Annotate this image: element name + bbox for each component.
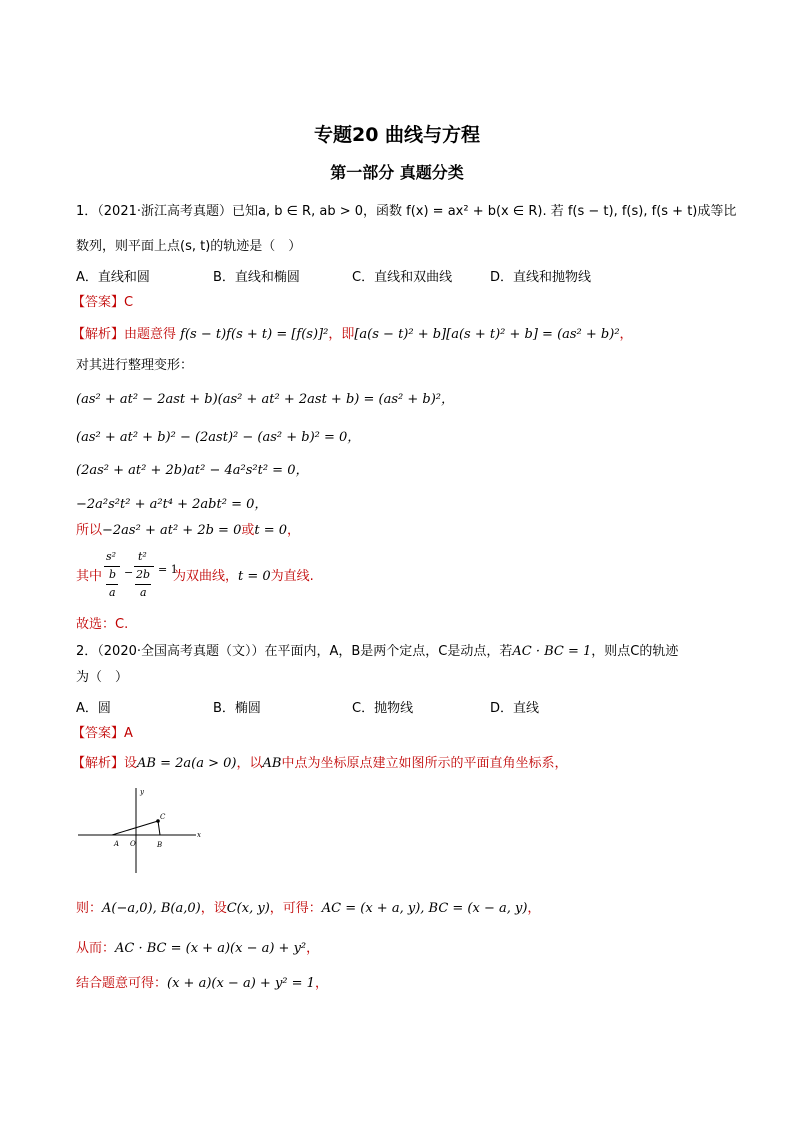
q2-hence-math: AC · BC = (x + a)(x − a) + y² xyxy=(115,941,307,956)
frac2-denominator-numerator: 2b xyxy=(136,568,151,581)
q1-option-c: C．直线和双曲线 xyxy=(352,270,453,285)
label-y: y xyxy=(140,788,144,796)
page-title: 专题20 曲线与方程 xyxy=(313,124,481,146)
q1-answer-tag: 【答案】 xyxy=(72,295,125,310)
q2-then-math1: A(−a,0), B(a,0) xyxy=(102,901,201,916)
q2-then-text: 则： xyxy=(76,901,103,916)
q2-analysis xyxy=(72,755,567,773)
q1-option-a: A．直线和圆 xyxy=(76,270,150,285)
q2-stem-text: 2．（2020·全国高考真题（文））在平面内，A，B是两个定点，C是动点，若 xyxy=(76,644,513,659)
frac1-numerator: s² xyxy=(106,550,117,563)
q1-analysis-text: 由题意得 xyxy=(124,327,177,342)
q1-step5-math2: t = 0 xyxy=(254,523,288,538)
q1-analysis-math2: [a(s − t)² + b][a(s + t)² + b] = (as² + b)² xyxy=(354,327,620,342)
q2-stem-math: AC · BC = 1 xyxy=(512,644,592,659)
q2-then-math2: C(x, y) xyxy=(226,901,270,916)
frac1-denominator-denominator: a xyxy=(109,586,116,599)
frac2-denominator-denominator: a xyxy=(140,586,147,599)
q1-option-b: B．直线和椭圆 xyxy=(213,270,300,285)
q1-analysis-mid: ，即 xyxy=(328,327,355,342)
q1-step6-suffix: 为双曲线， xyxy=(173,569,239,584)
segment-cb xyxy=(158,821,160,835)
q2-hence-text: 从而： xyxy=(76,941,116,956)
q1-stem-line1: 1．（2021·浙江高考真题）已知a, b ∈ R, ab > 0，函数 f(x) = ax² + b(x ∈ R). 若 f(s − t), f(s), f(s + t)成等比 xyxy=(76,204,737,219)
label-x: x xyxy=(197,831,201,839)
q1-step6-rest xyxy=(173,568,314,586)
minus-sign: − xyxy=(124,566,134,579)
frac2-bar xyxy=(134,566,154,567)
q1-analysis-math1: f(s − t)f(s + t) = [f(s)]² xyxy=(180,327,329,342)
q2-stem-end: ，则点C的轨迹 xyxy=(591,644,679,659)
q1-analysis-tag: 【解析】 xyxy=(72,327,125,342)
label-c: C xyxy=(160,813,166,821)
frac1-denominator-numerator: b xyxy=(109,568,117,581)
q1-analysis-end: ， xyxy=(619,327,633,342)
q2-analysis-text1: 设 xyxy=(124,756,138,771)
q1-step6-math: t = 0 xyxy=(238,569,271,584)
q2-option-d: D．直线 xyxy=(490,701,540,716)
q2-option-c: C．抛物线 xyxy=(352,701,414,716)
q2-stem-line2: 为（ ） xyxy=(76,670,129,685)
q2-combine-math: (x + a)(x − a) + y² = 1 xyxy=(167,976,315,991)
q2-analysis-math2: AB xyxy=(262,756,282,771)
q2-analysis-text3: 中点为坐标原点建立如图所示的平面直角坐标系， xyxy=(281,756,568,771)
q2-analysis-text2: ，以 xyxy=(236,756,263,771)
label-a: A xyxy=(114,840,120,848)
label-b: B xyxy=(157,841,163,849)
q2-then-mid: ，设 xyxy=(200,901,227,916)
q1-step3: (2as² + at² + 2b)at² − 4a²s²t² = 0， xyxy=(76,463,309,478)
q1-conclusion: 故选：C. xyxy=(76,617,129,632)
q1-answer xyxy=(72,294,133,312)
q1-step5-text: 所以 xyxy=(76,523,103,538)
q2-combine-end: ， xyxy=(314,976,328,991)
segment-ac xyxy=(112,821,158,835)
q2-hence xyxy=(76,940,319,958)
q2-combine xyxy=(76,975,328,993)
q2-answer-tag: 【答案】 xyxy=(72,726,125,741)
q1-step4: −2a²s²t² + a²t⁴ + 2abt² = 0， xyxy=(76,497,268,512)
q1-step6-prefix: 其中 xyxy=(76,569,103,584)
section-subtitle: 第一部分 真题分类 xyxy=(330,163,464,182)
q1-step-intro: 对其进行整理变形： xyxy=(76,358,194,373)
q1-stem-line2: 数列，则平面上点(s, t)的轨迹是（ ） xyxy=(76,239,302,254)
q1-answer-value: C xyxy=(124,295,134,310)
q1-step5-end: ， xyxy=(287,523,301,538)
equals-one: = 1 xyxy=(158,563,178,576)
q1-step5-math: −2as² + at² + 2b = 0 xyxy=(102,523,242,538)
coordinate-system-figure xyxy=(76,785,206,875)
q2-stem-line1 xyxy=(76,643,678,661)
frac1-inner-bar xyxy=(106,584,118,585)
q2-option-b: B．椭圆 xyxy=(213,701,261,716)
q2-then-mid2: ，可得： xyxy=(269,901,322,916)
q2-then-end: ， xyxy=(527,901,541,916)
q2-hence-end: ， xyxy=(306,941,320,956)
q2-then xyxy=(76,900,540,918)
q2-answer-value: A xyxy=(124,726,133,741)
q1-step6-end: 为直线. xyxy=(270,569,314,584)
frac2-numerator: t² xyxy=(138,550,147,563)
q1-analysis xyxy=(72,326,633,344)
q2-option-a: A．圆 xyxy=(76,701,111,716)
frac2-inner-bar xyxy=(135,584,151,585)
q1-step1: (as² + at² − 2ast + b)(as² + at² + 2ast + b) = (as² + b)²， xyxy=(76,392,454,407)
q2-answer xyxy=(72,725,133,743)
q1-option-d: D．直线和抛物线 xyxy=(490,270,592,285)
q2-analysis-math1: AB = 2a(a > 0) xyxy=(137,756,237,771)
q1-step2: (as² + at² + b)² − (2ast)² − (as² + b)² = 0， xyxy=(76,430,361,445)
label-o: O xyxy=(130,840,136,848)
q2-combine-text: 结合题意可得： xyxy=(76,976,168,991)
q2-then-math3: AC = (x + a, y), BC = (x − a, y) xyxy=(321,901,528,916)
q2-analysis-tag: 【解析】 xyxy=(72,756,125,771)
frac1-bar xyxy=(104,566,120,567)
q1-step5 xyxy=(76,522,300,540)
q1-step5-mid: 或 xyxy=(241,523,255,538)
